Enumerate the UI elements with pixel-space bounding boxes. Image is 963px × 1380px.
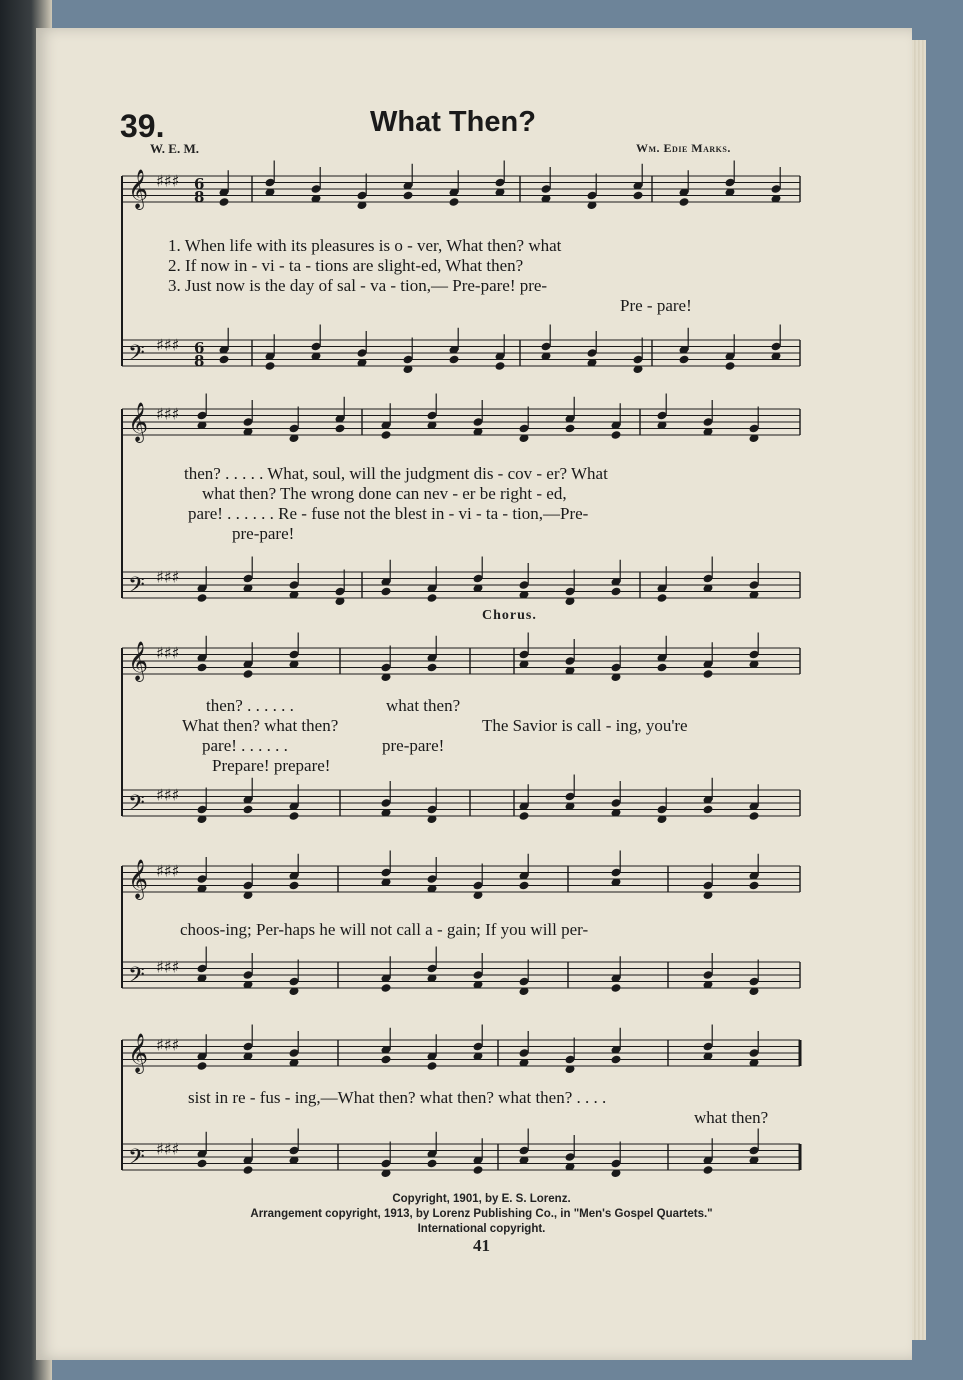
treble-clef-icon: 𝄞 bbox=[128, 169, 149, 209]
lyric-line: What then? what then? bbox=[182, 716, 339, 735]
key-signature-sharps-icon: ♯♯♯ bbox=[156, 957, 180, 977]
note-head bbox=[426, 1159, 437, 1169]
lyricist-credit: W. E. M. bbox=[150, 141, 199, 156]
lyric-line: sist in re - fus - ing,—What then? what then? what then? . . . . bbox=[188, 1088, 607, 1107]
note-head bbox=[242, 805, 253, 815]
time-signature-top: 6 bbox=[194, 339, 205, 357]
key-signature-sharps-icon: ♯♯♯ bbox=[156, 1035, 180, 1055]
bass-clef-icon: 𝄢 bbox=[128, 341, 145, 371]
time-signature-bottom: 8 bbox=[194, 188, 205, 206]
note-head bbox=[426, 663, 437, 673]
note-head bbox=[288, 881, 299, 891]
note-head bbox=[196, 663, 207, 673]
international-copyright-line: International copyright. bbox=[417, 1223, 546, 1235]
note-head bbox=[380, 587, 391, 597]
lyric-line: pre-pare! bbox=[232, 524, 295, 543]
note-head bbox=[448, 197, 459, 207]
note-head bbox=[426, 1061, 437, 1071]
lyric-line: pare! . . . . . . Re - fuse not the blest in - vi - ta - tion,—Pre- bbox=[188, 504, 589, 523]
note-head bbox=[196, 1061, 207, 1071]
bass-clef-icon: 𝄢 bbox=[128, 963, 145, 993]
bass-clef-icon: 𝄢 bbox=[128, 1145, 145, 1175]
bass-clef-icon: 𝄢 bbox=[128, 791, 145, 821]
note-head bbox=[242, 669, 253, 679]
lyric-line: Pre - pare! bbox=[620, 296, 692, 315]
note-head bbox=[656, 593, 667, 603]
note-head bbox=[678, 197, 689, 207]
note-head bbox=[242, 1165, 253, 1175]
lyric-line: 1. When life with its pleasures is o - ver, What then? what bbox=[168, 236, 562, 255]
chorus-label: Chorus. bbox=[482, 608, 537, 623]
key-signature-sharps-icon: ♯♯♯ bbox=[156, 1139, 180, 1159]
copyright-line: Copyright, 1901, by E. S. Lorenz. bbox=[392, 1193, 571, 1205]
note-head bbox=[748, 881, 759, 891]
note-head bbox=[380, 983, 391, 993]
treble-clef-icon: 𝄞 bbox=[128, 402, 149, 442]
note-head bbox=[564, 424, 575, 434]
lyric-line: what then? bbox=[386, 696, 461, 715]
note-head bbox=[218, 355, 229, 365]
note-head bbox=[610, 430, 621, 440]
lyric-line: pare! . . . . . . bbox=[202, 736, 288, 755]
note-head bbox=[702, 1165, 713, 1175]
key-signature-sharps-icon: ♯♯♯ bbox=[156, 643, 180, 663]
lyric-line: Prepare! prepare! bbox=[212, 756, 331, 775]
arrangement-line: Arrangement copyright, 1913, by Lorenz Publishing Co., in "Men's Gospel Quartets." bbox=[250, 1208, 713, 1220]
page-number: 41 bbox=[473, 1236, 490, 1255]
key-signature-sharps-icon: ♯♯♯ bbox=[156, 335, 180, 355]
treble-clef-icon: 𝄞 bbox=[128, 1033, 149, 1073]
lyric-line: pre-pare! bbox=[382, 736, 445, 755]
note-head bbox=[196, 593, 207, 603]
note-head bbox=[678, 355, 689, 365]
key-signature-sharps-icon: ♯♯♯ bbox=[156, 171, 180, 191]
lyric-line: 2. If now in - vi - ta - tions are slight-ed, What then? bbox=[168, 256, 524, 275]
lyric-line: what then? bbox=[694, 1108, 769, 1127]
lyric-line: 3. Just now is the day of sal - va - tion,— Pre-pare! pre- bbox=[168, 276, 548, 295]
lyric-line: then? . . . . . . bbox=[206, 696, 294, 715]
treble-clef-icon: 𝄞 bbox=[128, 641, 149, 681]
key-signature-sharps-icon: ♯♯♯ bbox=[156, 861, 180, 881]
note-head bbox=[288, 811, 299, 821]
hymn-title: What Then? bbox=[370, 106, 536, 138]
note-head bbox=[702, 805, 713, 815]
treble-clef-icon: 𝄞 bbox=[128, 859, 149, 899]
note-head bbox=[448, 355, 459, 365]
note-head bbox=[610, 983, 621, 993]
note-head bbox=[218, 197, 229, 207]
lyric-line: then? . . . . . What, soul, will the judgment dis - cov - er? What bbox=[184, 464, 608, 483]
key-signature-sharps-icon: ♯♯♯ bbox=[156, 404, 180, 424]
note-head bbox=[264, 361, 275, 371]
note-head bbox=[402, 191, 413, 201]
time-signature-bottom: 8 bbox=[194, 352, 205, 370]
note-head bbox=[518, 881, 529, 891]
note-head bbox=[380, 1055, 391, 1065]
lyric-line: The Savior is call - ing, you're bbox=[482, 716, 688, 735]
lyric-line: what then? The wrong done can nev - er be right - ed, bbox=[202, 484, 567, 503]
note-head bbox=[748, 811, 759, 821]
note-head bbox=[380, 430, 391, 440]
note-head bbox=[656, 663, 667, 673]
key-signature-sharps-icon: ♯♯♯ bbox=[156, 567, 180, 587]
note-head bbox=[724, 361, 735, 371]
note-head bbox=[472, 1165, 483, 1175]
lyric-line: choos-ing; Per-haps he will not call a - gain; If you will per- bbox=[180, 920, 589, 939]
note-head bbox=[494, 361, 505, 371]
note-head bbox=[334, 424, 345, 434]
note-head bbox=[610, 587, 621, 597]
note-head bbox=[426, 593, 437, 603]
bass-clef-icon: 𝄢 bbox=[128, 573, 145, 603]
time-signature-top: 6 bbox=[194, 175, 205, 193]
composer-credit: Wm. Edie Marks. bbox=[636, 141, 731, 155]
note-head bbox=[632, 191, 643, 201]
note-head bbox=[610, 1055, 621, 1065]
hymn-number: 39. bbox=[120, 108, 165, 144]
note-head bbox=[702, 669, 713, 679]
note-head bbox=[518, 811, 529, 821]
note-head bbox=[196, 1159, 207, 1169]
key-signature-sharps-icon: ♯♯♯ bbox=[156, 785, 180, 805]
